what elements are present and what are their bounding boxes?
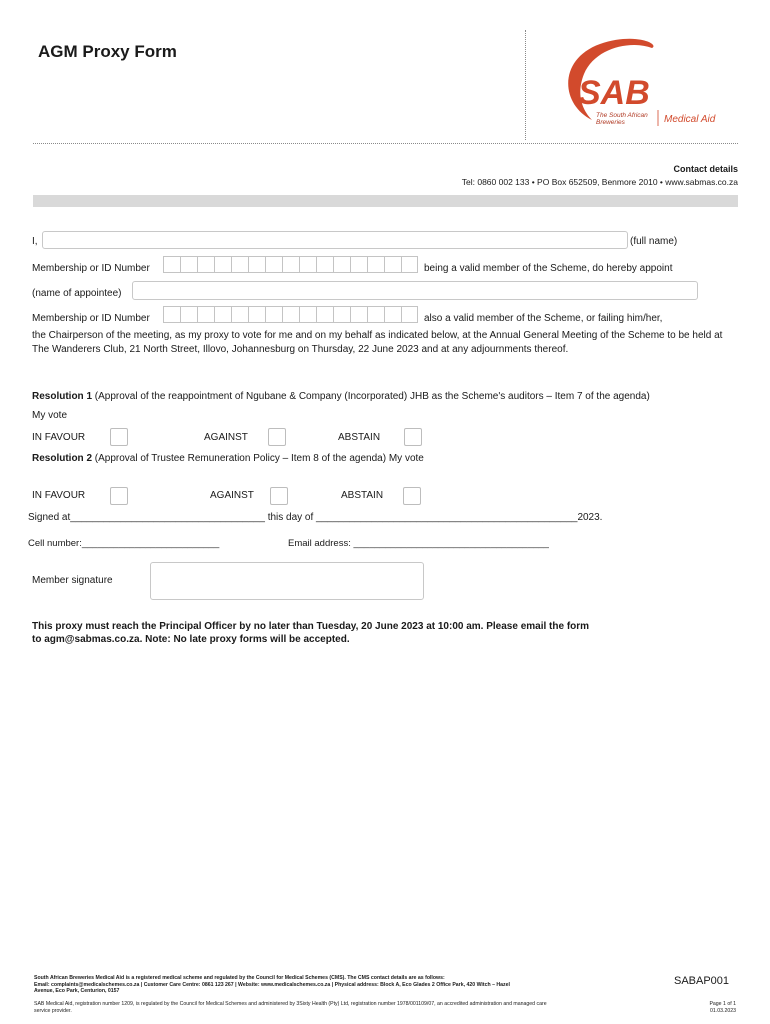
grey-band xyxy=(33,195,738,207)
appointee-name-field[interactable] xyxy=(132,281,698,300)
resolution-2-line xyxy=(32,453,424,464)
footer-admin-line-2: service provider. xyxy=(34,1007,72,1014)
footer-reg-line-1: South African Breweries Medical Aid is a registered medical scheme and regulated by the Council for Medical Schemes (CMS). The CMS contact details are as follows: xyxy=(34,975,445,981)
r2-abstain-label: ABSTAIN xyxy=(341,490,384,501)
r1-against-checkbox[interactable] xyxy=(268,428,286,446)
logo-brand: SAB xyxy=(578,74,650,112)
r2-in-favour-label: IN FAVOUR xyxy=(32,490,86,501)
r2-against-label: AGAINST xyxy=(210,490,254,501)
resolution-1-line xyxy=(32,391,650,402)
notice-line-1: This proxy must reach the Principal Officer by no later than Tuesday, 20 June 2023 at 10:00 am. Please email the form xyxy=(32,621,590,632)
r1-against-label: AGAINST xyxy=(204,432,248,443)
cell-number-field[interactable]: Cell number:__________________________ xyxy=(28,538,220,549)
logo-sub-2: Breweries xyxy=(596,119,625,126)
footer-admin xyxy=(34,1001,674,1014)
also-text: also a valid member of the Scheme, or failing him/her, xyxy=(424,313,663,324)
r1-in-favour-checkbox[interactable] xyxy=(110,428,128,446)
notice-line-2: to agm@sabmas.co.za. Note: No late proxy forms will be accepted. xyxy=(32,634,350,645)
membership-label-2: Membership or ID Number xyxy=(32,313,150,324)
email-address-field[interactable]: Email address: _____________________________________ xyxy=(288,538,549,549)
r1-abstain-label: ABSTAIN xyxy=(338,432,381,443)
form-code: SABAP001 xyxy=(674,975,730,987)
appoint-text: being a valid member of the Scheme, do hereby appoint xyxy=(424,263,673,274)
footer-page-info xyxy=(709,1001,736,1014)
signed-at-line[interactable]: Signed at___________________________________ this day of _______________________________________________2023. xyxy=(28,512,603,523)
full-name-field[interactable] xyxy=(42,231,628,249)
proxy-paragraph: the Chairperson of the meeting, as my proxy to vote for me and on my behalf as indicated below, at the Annual General Meeting of the Scheme to be held at The Wanderers Club, 21 North Street, Illovo, Johannesburg on Thursday, 22 June 2023 and at any adjournments thereof. xyxy=(32,330,723,355)
r2-against-checkbox[interactable] xyxy=(270,487,288,505)
appointee-label: (name of appointee) xyxy=(32,288,122,299)
form-date: 01.03.2023 xyxy=(710,1007,736,1014)
r2-in-favour-checkbox[interactable] xyxy=(110,487,128,505)
r1-abstain-checkbox[interactable] xyxy=(404,428,422,446)
i-label: I, xyxy=(32,236,38,247)
contact-label: Contact details xyxy=(673,164,738,174)
footer-reg-line-2: Email: complaints@medicalschemes.co.za | Customer Care Centre: 0861 123 267 | Website: www.medicalschemes.co.za | Physical address: Block A, Eco Glades 2 Office Park, 420 Witch – Hazel xyxy=(34,981,510,988)
horizontal-divider xyxy=(33,143,738,144)
membership-id-field-2[interactable] xyxy=(163,306,418,323)
contact-line: Tel: 0860 002 133 • PO Box 652509, Benmore 2010 • www.sabmas.co.za xyxy=(461,177,738,187)
resolution-2-text: (Approval of Trustee Remuneration Policy – Item 8 of the agenda) My vote xyxy=(94,453,424,464)
membership-id-field-1[interactable] xyxy=(163,256,418,273)
logo-product: Medical Aid xyxy=(664,114,716,125)
r2-abstain-checkbox[interactable] xyxy=(403,487,421,505)
resolution-1-my-vote: My vote xyxy=(32,410,68,421)
signature-label: Member signature xyxy=(32,575,113,586)
resolution-2-label: Resolution 2 xyxy=(32,453,93,464)
resolution-1-label: Resolution 1 xyxy=(32,391,93,402)
signature-box[interactable] xyxy=(150,562,424,600)
membership-label-1: Membership or ID Number xyxy=(32,263,150,274)
resolution-1-text: (Approval of the reappointment of Ngubane & Company (Incorporated) JHB as the Scheme's auditors – Item 7 of the agenda) xyxy=(94,391,650,402)
logo-sub-1: The South African xyxy=(596,112,648,119)
sab-logo xyxy=(540,34,740,134)
vertical-divider xyxy=(525,30,526,140)
footer-reg-line-3: Avenue, Eco Park, Centurion, 0157 xyxy=(34,988,120,994)
page-number: Page 1 of 1 xyxy=(709,1001,736,1007)
full-name-label: (full name) xyxy=(630,236,678,247)
r1-in-favour-label: IN FAVOUR xyxy=(32,432,86,443)
footer-regulation xyxy=(34,975,634,995)
footer-admin-line-1: SAB Medical Aid, registration number 1209, is regulated by the Council for Medical Schemes and administered by 3Sixty Health (Pty) Ltd, registration number 1978/001109/07, an accredited administration and managed care xyxy=(34,1001,547,1007)
page-title: AGM Proxy Form xyxy=(38,42,177,61)
